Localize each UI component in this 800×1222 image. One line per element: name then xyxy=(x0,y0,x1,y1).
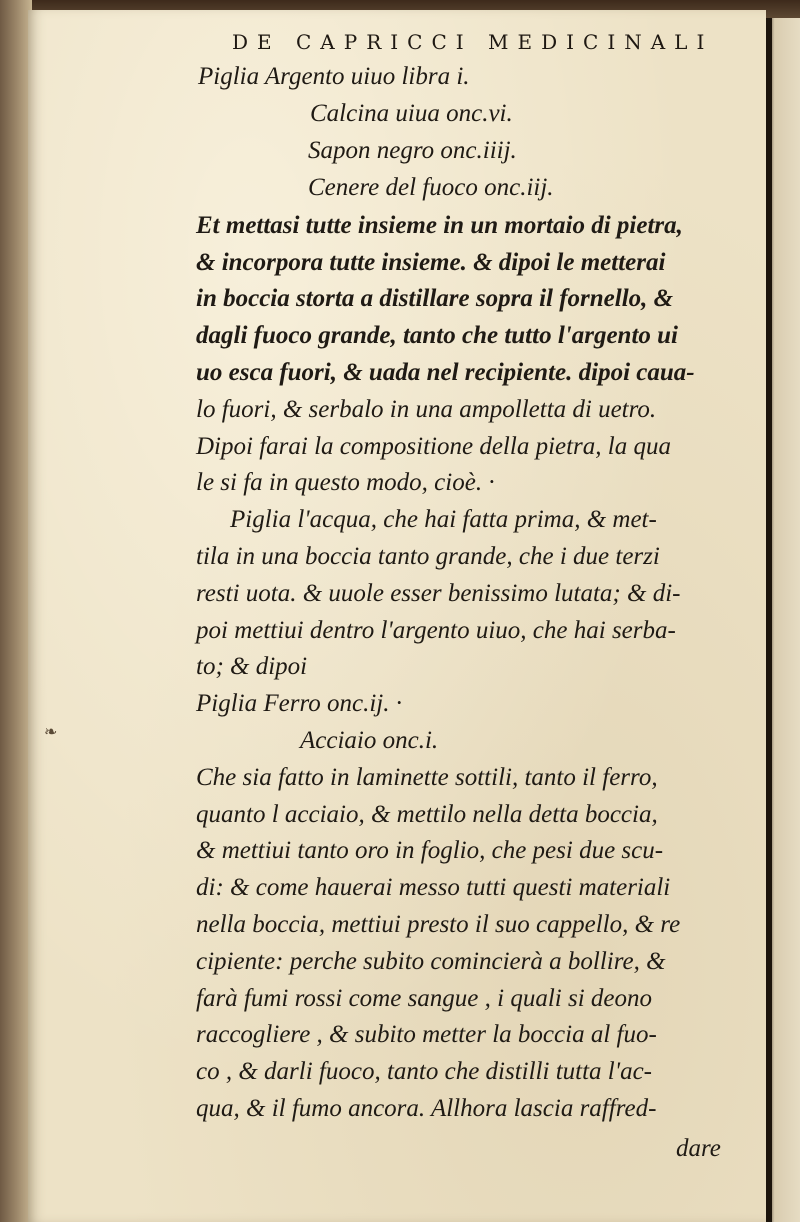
text-line: raccogliere , & subito metter la boccia al fuo- xyxy=(196,1021,657,1048)
text-line: to; & dipoi xyxy=(196,653,308,680)
text-line: Calcina uiua onc.vi. xyxy=(310,100,513,127)
text-line: Et mettasi tutte insieme in un mortaio di pietra, xyxy=(196,212,683,239)
text-line: Acciaio onc.i. xyxy=(300,727,439,754)
text-line: le si fa in questo modo, cioè. · xyxy=(196,469,495,496)
running-head: DE CAPRICCI MEDICINALI xyxy=(232,30,714,54)
text-line: Piglia Ferro onc.ij. · xyxy=(196,690,402,717)
text-line: nella boccia, mettiui presto il suo cappello, & re xyxy=(196,911,681,938)
text-line: tila in una boccia tanto grande, che i due terzi xyxy=(196,543,660,570)
text-line: uo esca fuori, & uada nel recipiente. dipoi caua- xyxy=(196,359,695,386)
text-line: & mettiui tanto oro in foglio, che pesi due scu- xyxy=(196,837,664,864)
text-line: qua, & il fumo ancora. Allhora lascia raffred- xyxy=(196,1095,657,1122)
text-line: lo fuori, & serbalo in una ampolletta di uetro. xyxy=(196,396,657,423)
text-line: quanto l acciaio, & mettilo nella detta boccia, xyxy=(196,801,658,828)
text-line: co , & darli fuoco, tanto che distilli tutta l'ac- xyxy=(196,1058,652,1085)
text-line: Cenere del fuoco onc.iij. xyxy=(308,174,554,201)
text-line: Che sia fatto in laminette sottili, tanto il ferro, xyxy=(196,764,658,791)
text-line: di: & come hauerai messo tutti questi materiali xyxy=(196,874,671,901)
text-line: Piglia l'acqua, che hai fatta prima, & met- xyxy=(230,506,657,533)
text-line: cipiente: perche subito comincierà a bollire, & xyxy=(196,948,666,975)
text-line: & incorpora tutte insieme. & dipoi le metterai xyxy=(196,249,666,276)
text-line: farà fumi rossi come sangue , i quali si deono xyxy=(196,985,653,1012)
text-line: dagli fuoco grande, tanto che tutto l'argento ui xyxy=(196,322,678,349)
margin-mark-icon: ❧ xyxy=(44,722,58,741)
text-line: Dipoi farai la compositione della pietra, la qua xyxy=(196,433,671,460)
text-line: poi mettiui dentro l'argento uiuo, che hai serba- xyxy=(196,617,676,644)
text-line: Sapon negro onc.iiij. xyxy=(308,137,517,164)
text-line: in boccia storta a distillare sopra il fornello, & xyxy=(196,285,674,312)
text-line: resti uota. & uuole esser benissimo lutata; & di- xyxy=(196,580,681,607)
text-line: Piglia Argento uiuo libra i. xyxy=(198,63,470,90)
text-line: dare xyxy=(676,1135,721,1162)
